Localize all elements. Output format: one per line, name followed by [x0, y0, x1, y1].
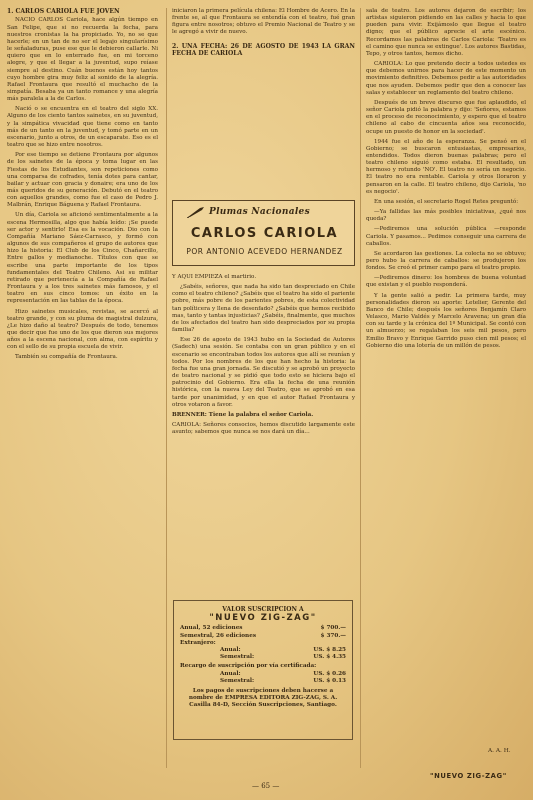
row-value: US. $ 0.26: [313, 670, 346, 677]
article-column-2-top: [172, 8, 355, 59]
row-value: US. $ 0.13: [313, 677, 346, 684]
subscription-title: "NUEVO ZIG-ZAG": [209, 613, 317, 624]
quill-pen-icon: [187, 206, 205, 218]
subscription-heading: VALOR SUSCRIPCION A: [222, 606, 304, 613]
series-masthead: [172, 200, 355, 266]
paragraph: iniciaron la primera película chilena: El Hombre de Acero. En la frente se, al que Frontaura se entendía con el teatro, fué gran figura entre nosotros; obtuvo el Premio Nacional de Teatro y se le agregó a vivir de nuevo.: [172, 8, 355, 36]
paragraph: —Pediremos una solución pública —responde Cariola. Y pasamos... Pedimos conseguir una carrera de caballos.: [366, 226, 526, 247]
paragraph: ¿Sabéis, señores, que nada ha sido tan despreciado en Chile como el teatro chileno? ¿Sabéis que el teatro ha sido el pariente pobre, más pobre de los parientes pobres, de esta colectividad tan políticera y llena de desenfado? ¿Sabéis que hemos recibido mas, tanto y tantas injusticias? ¿Sabéis, finalmente, que muchos de los afectados del teatro han sido despreciados por su propia familia?: [172, 284, 355, 334]
paragraph: —Pediremos dinero: los hombres de buena voluntad que existan y el pueblo responderá.: [366, 275, 526, 289]
subscription-row: [180, 671, 346, 678]
subscription-box: [173, 600, 353, 740]
subscription-row: [180, 647, 346, 654]
paragraph: 1944 fue el año de la esperanza. Se pensó en el Gobierno; se buscaron entusiastas, empresarios, entendidos. Todos dieron buenas palabras; pero el teatro chileno siguió como estaba. El resultado, un hermoso y rotundo 'NO'. El teatro no sería un negocio. El teatro no era rentable. Cariola y otros lloraron y pensaron en la calle. El teatro chileno, dijo Cariola, 'no es negocio'.: [366, 138, 526, 195]
section-heading-1: 1. CARLOS CARIOLA FUE JOVEN: [7, 8, 120, 15]
row-label: Anual:: [220, 647, 241, 654]
article-byline: POR ANTONIO ACEVEDO HERNANDEZ: [186, 247, 343, 256]
paragraph: CARIOLA: Lo que pretendo decir a todos ustedes es que debemos unirnos para hacer de este momento un movimiento definitivo. Debemos pedir a las autoridades que nos ayuden. Debemos pedir que den a conocer las salas y establecer un reglamento del teatro chileno.: [366, 61, 526, 96]
row-value: $ 370.—: [320, 632, 346, 639]
paragraph: Y la gente salió a pedir. La primera tarde, muy personalidades dieron su aporte: Letelier, Gerente del Banco de Chile; después los señores Benjamín Claro Velasco, Mario Valdés y Marcelo Aravena; un gran día con su tarde y la crónica del 1º Municipal. Se contó con un almuerzo; se regalaban los seis mil pesos, pero Emilio Bravo y Enrique Garrido puso cien mil pesos; el Gobierno dio una lotería de un millón de pesos.: [366, 292, 526, 349]
row-label: Anual, 52 ediciones: [180, 625, 243, 632]
row-value: $ 700.—: [320, 625, 346, 632]
row-label: Extranjero:: [180, 639, 216, 646]
subscription-row: [180, 625, 346, 632]
paragraph: Y AQUI EMPIEZA el martirio.: [172, 274, 257, 280]
article-column-2-bottom: [172, 274, 355, 439]
subscription-footer: Los pagos de suscripciones deben hacerse a nombre de EMPRESA EDITORA ZIG-ZAG, S. A. Casilla 84-D, Sección Suscripciones, Santiago.: [188, 688, 338, 709]
paragraph: BRENNER: Tiene la palabra el señor Cariola.: [172, 411, 314, 418]
row-label: Recargo de suscripción por vía certificada:: [180, 663, 317, 670]
row-label: Semestral:: [220, 677, 255, 684]
paragraph: Después de un breve discurso que fue aplaudido, el señor Cariola pidió la palabra y dijo: 'Señores, estamos en el proceso de reconocimiento, y espero que el teatro chileno al cabo de cincuenta años sea reconocido, ocupe un puesto de honor en la sociedad'.: [366, 99, 526, 135]
paragraph: Un día, Cariola se aficionó sentimentalmente a la escena Hermosilla, algo que había leído: ¡Se puede ser actor y sentirlo! Esa es la vocación. Dio con la Compañía Mariano Sáez-Carrasco, y formó con algunos de sus compañeros el grupo de autores que hizo la historia: El Club de los Cinco, Chañarcillo, Entre gallos y medianoche. Títulos con que se escribe una parte importante de los tipos fundamentales del Teatro Chileno. Asi su militar retirado que pertenecía a la Compañía de Rafael Frontaura y a los tres sainetes más famosos, y el teatro en sus cinco tomos: un éxito en la representación en las tablas de la época.: [7, 212, 158, 305]
article-title: CARLOS CARIOLA: [190, 226, 339, 241]
paragraph: CARIOLA: Señores consocios, hemos discutido largamente este asunto; sabemos que nunca se nos dará un día...: [172, 421, 355, 436]
paragraph: NACIO CARLOS Cariola, hace algún tiempo en San Felipe, que si no recuerda la fecha, para nuestros cronistas la ha propiciado. Yo, no se que hacerle; en un tan de no ser el legajo singularísimo le señaladuras, puse ese que le debieron callarle. Ni quiero que en lo enterrado fue, en mi torceno alegre, y que el llegar a la juventud, supo reíase siempre al destino. Cuán buenos están hoy tantos cuyo hombre gira muy feliz al sonido de la alegría. Rafael Frontaura que resultó el muchacho de la simpatía. Besaba ya un tanto romance y una alegría más paralela a la de Carlos.: [7, 17, 158, 103]
paragraph: También su compañía de Frontaura.: [15, 354, 118, 361]
subscription-row: [180, 633, 346, 640]
column-divider: [166, 8, 167, 768]
paragraph: Por ese tiempo se detiene Frontaura por algunos de los sainetes de la época y toma lugar en las Fiestas de los Estudiantes, son repeticiones como una comparsa de cofrades, tenía dotes para cantar, bailar y actuar con gracia y donaire; era uno de los más queridos de su generación. Debutó en el teatro con aquellos grandes, como fue el caso de Pedro J. Malbrán, Enrique Báguena y Rafael Frontaura.: [7, 152, 158, 209]
row-value: US. $ 4.35: [313, 654, 346, 661]
paragraph: En una sesión, el secretario Rogel Retes preguntó:: [374, 198, 519, 205]
row-label: Anual:: [220, 670, 241, 677]
subscription-row: [180, 678, 346, 685]
magazine-name: "NUEVO ZIG-ZAG": [430, 772, 507, 780]
paragraph: Ese 26 de agosto de 1943 hubo en la Sociedad de Autores (Sadech) una sesión. Se contaba con un gran público y en el escenario se encontraban todos los autores que allí se reunían y todos. Por los nombres de los que han hecho la historia: la fecha fue una gran jornada. Se discutió y se aprobó un proyecto de teatro nacional y se pidió que todo esto se hiciera bajo el patrocinio del Gobierno. Era ella la fecha de una reunión histórica, con la nueva Ley del Teatro, que se aprobó en esa tarde por unanimidad, y en que el autor Rafael Frontaura y otros votaron a favor.: [172, 337, 355, 408]
row-value: US. $ 8.25: [313, 647, 346, 654]
paragraph: Hizo sainetes musicales, revistas, se acercó al teatro grande, y con su pluma de magistral dulzura, ¿Le hizo daño al teatro? Después de todo, tenemos que decir que fue uno de los que dieron sus mejores años a la escena nacional, con alma, con espíritu y con el sello de su propia escuela de vivir.: [7, 308, 158, 351]
subscription-row: [180, 640, 346, 647]
paragraph: Se acordaron las gestiones. La colecta no se obtuvo; pero hubo la carrera de caballos: se produjeron los fondos. Se creó el primer campo para el teatro propio.: [366, 250, 526, 272]
article-column-3: [366, 8, 526, 353]
paragraph: Nació o se encuentra en el teatro del siglo XX. Alguno de los ciento tantos sainetes, en su juventud, y la simpática vivacidad que tiene como en tanto más de un tanto en la juventud, y tomó parte en un escenario, junto a otros, de un escaparate. Eso es el teatro que se hizo entre nosotros.: [7, 106, 158, 149]
page-number: — 65 —: [252, 782, 280, 790]
row-label: Semestral, 26 ediciones: [180, 632, 257, 639]
paragraph: sala de teatro. Los autores dejaron de escribir; los artistas siguieron pidiendo en las calles y hacia lo que pueden para vivir. Exijámoslo que llegue el teatro digno; que el público aprecie el arte escénico. Recordamos las palabras de Carlos Cariola: 'Teatro es el camino que nunca se extingue'. Los autores Bastidas, Tepo, y otros tantos, hemos dicho.: [366, 8, 526, 57]
section-heading-2: 2. UNA FECHA: 26 DE AGOSTO DE 1943 LA GRAN FECHA DE CARIOLA: [172, 42, 355, 58]
author-initials: A. A. H.: [488, 748, 511, 754]
series-title: Plumas Nacionales: [209, 207, 310, 217]
subscription-row: [180, 654, 346, 661]
subscription-row: [180, 663, 346, 670]
article-column-1: [7, 8, 158, 365]
column-divider: [360, 8, 361, 768]
paragraph: —Ya fallidas las más posibles iniciativas, ¿qué nos queda?: [366, 209, 526, 223]
row-label: Semestral:: [220, 654, 255, 661]
